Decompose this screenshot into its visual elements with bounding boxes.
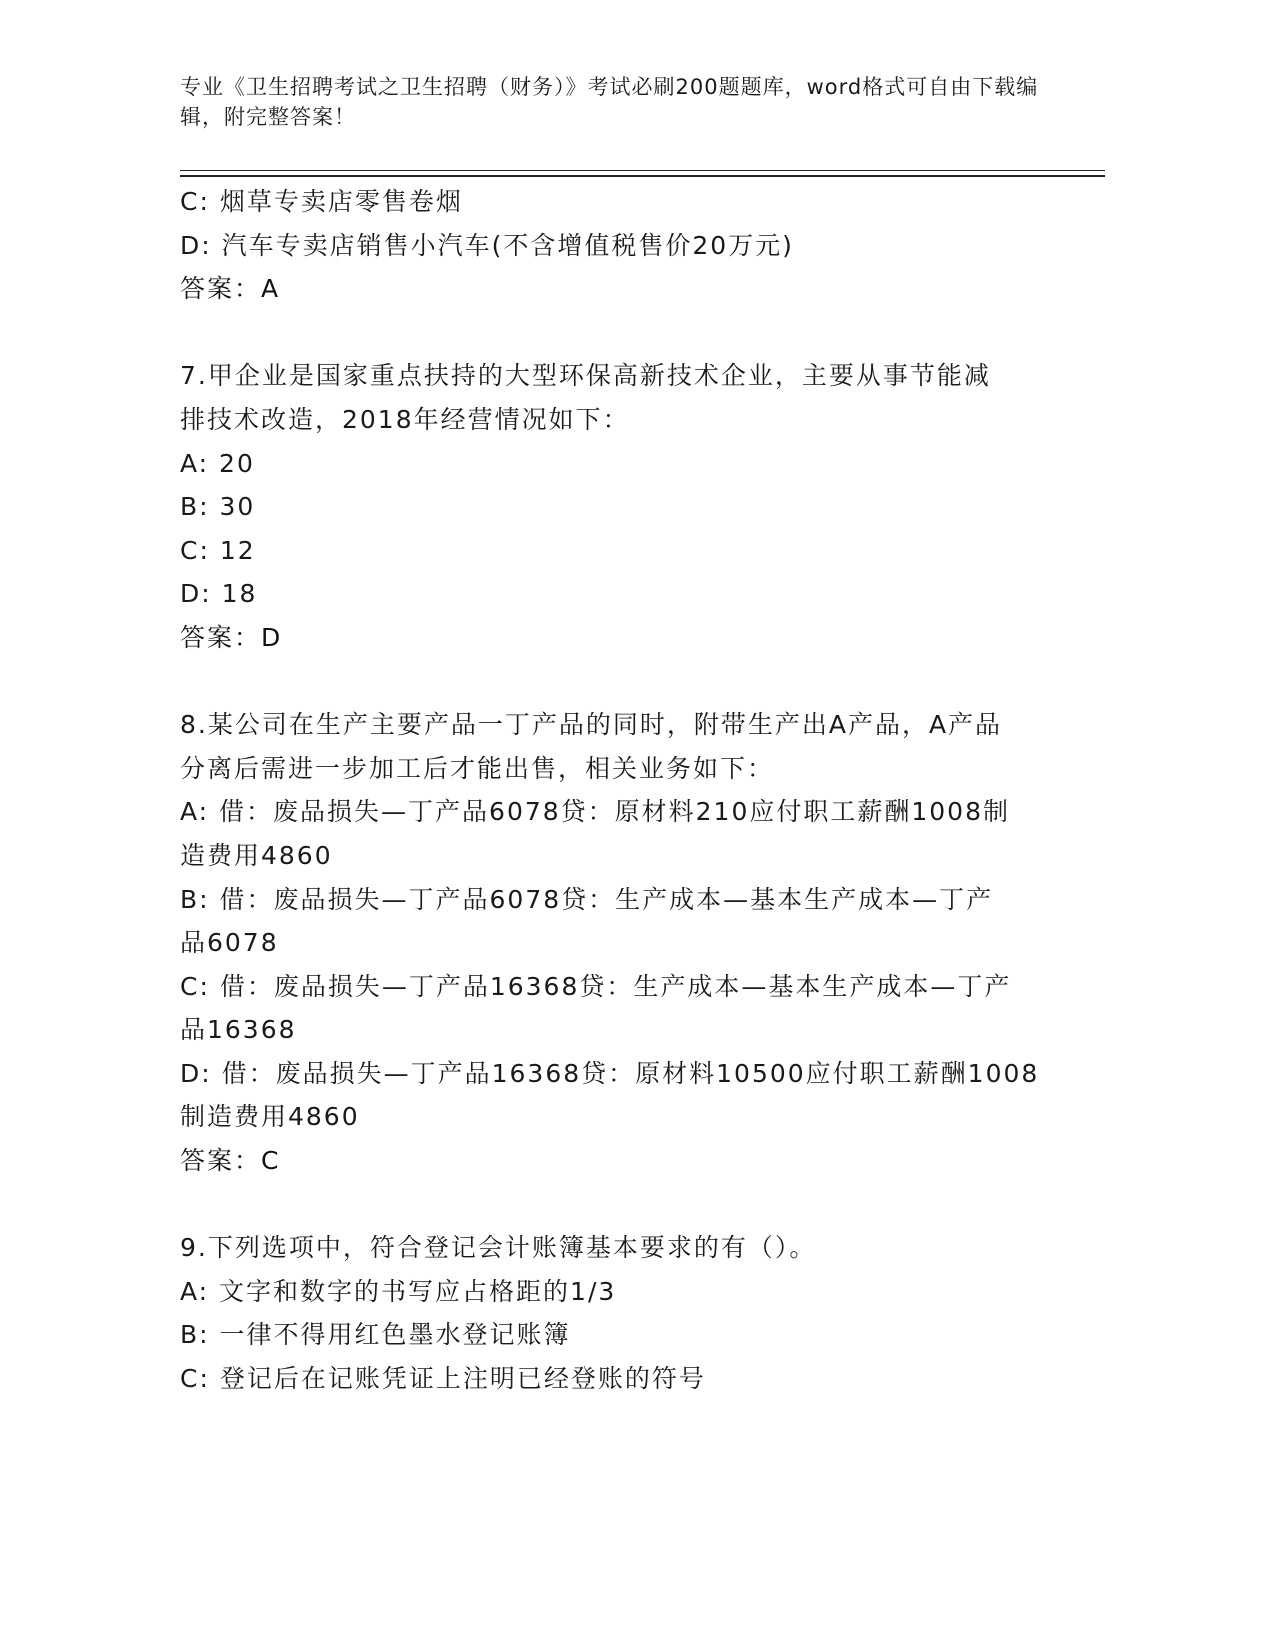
question-content (180, 180, 1040, 1401)
question-8 (180, 703, 1040, 1183)
q9-question: 9.下列选项中，符合登记会计账簿基本要求的有（）。 (180, 1233, 817, 1263)
header-divider-thin (180, 170, 1105, 171)
header-text: 专业《卫生招聘考试之卫生招聘（财务）》考试必刷200题题库，word格式可自由下载编辑，附完整答案！ (180, 75, 1039, 129)
q7-question-line-2: 排技术改造，2018年经营情况如下： (180, 404, 630, 434)
q6-answer: 答案：A (180, 274, 281, 304)
q6-option-c: C: 烟草专卖店零售卷烟 (180, 187, 463, 216)
q9-option-c: C: 登记后在记账凭证上注明已经登账的符号 (180, 1364, 706, 1394)
q7-option-a: A: 20 (180, 448, 255, 478)
q7-option-c: C: 12 (180, 535, 256, 565)
spacer (180, 311, 1040, 355)
q8-option-c-line-2: 品16368 (180, 1015, 297, 1045)
q8-question-line-2: 分离后需进一步加工后才能出售，相关业务如下： (180, 753, 775, 783)
q8-option-a-line-2: 造费用4860 (180, 840, 333, 870)
q8-option-a-line-1: A: 借：废品损失—丁产品6078贷：原材料210应付职工薪酬1008制 (180, 797, 1010, 827)
spacer (180, 660, 1040, 704)
q7-answer: 答案：D (180, 622, 283, 652)
q8-option-b-line-1: B: 借：废品损失—丁产品6078贷：生产成本—基本生产成本—丁产 (180, 884, 994, 914)
question-9 (180, 1226, 1040, 1400)
q9-option-b: B: 一律不得用红色墨水登记账簿 (180, 1320, 571, 1350)
q8-option-d-line-1: D: 借：废品损失—丁产品16368贷：原材料10500应付职工薪酬1008 (180, 1058, 1040, 1088)
q7-option-d: D: 18 (180, 579, 258, 609)
q9-option-a: A: 文字和数字的书写应占格距的1/3 (180, 1276, 617, 1306)
q6-option-d: D: 汽车专卖店销售小汽车(不含增值税售价20万元) (180, 230, 794, 260)
question-6 (180, 180, 1040, 311)
question-7 (180, 354, 1040, 659)
q8-question-line-1: 8.某公司在生产主要产品一丁产品的同时，附带生产出A产品，A产品 (180, 710, 1003, 740)
document-header (180, 72, 1040, 132)
q8-option-d-line-2: 制造费用4860 (180, 1102, 360, 1132)
q8-option-b-line-2: 品6078 (180, 928, 279, 958)
q7-option-b: B: 30 (180, 492, 256, 522)
q8-option-c-line-1: C: 借：废品损失—丁产品16368贷：生产成本—基本生产成本—丁产 (180, 971, 1012, 1001)
q7-question-line-1: 7.甲企业是国家重点扶持的大型环保高新技术企业，主要从事节能减 (180, 361, 991, 391)
q8-answer: 答案：C (180, 1146, 281, 1176)
spacer (180, 1183, 1040, 1227)
header-divider-thick (180, 175, 1105, 177)
